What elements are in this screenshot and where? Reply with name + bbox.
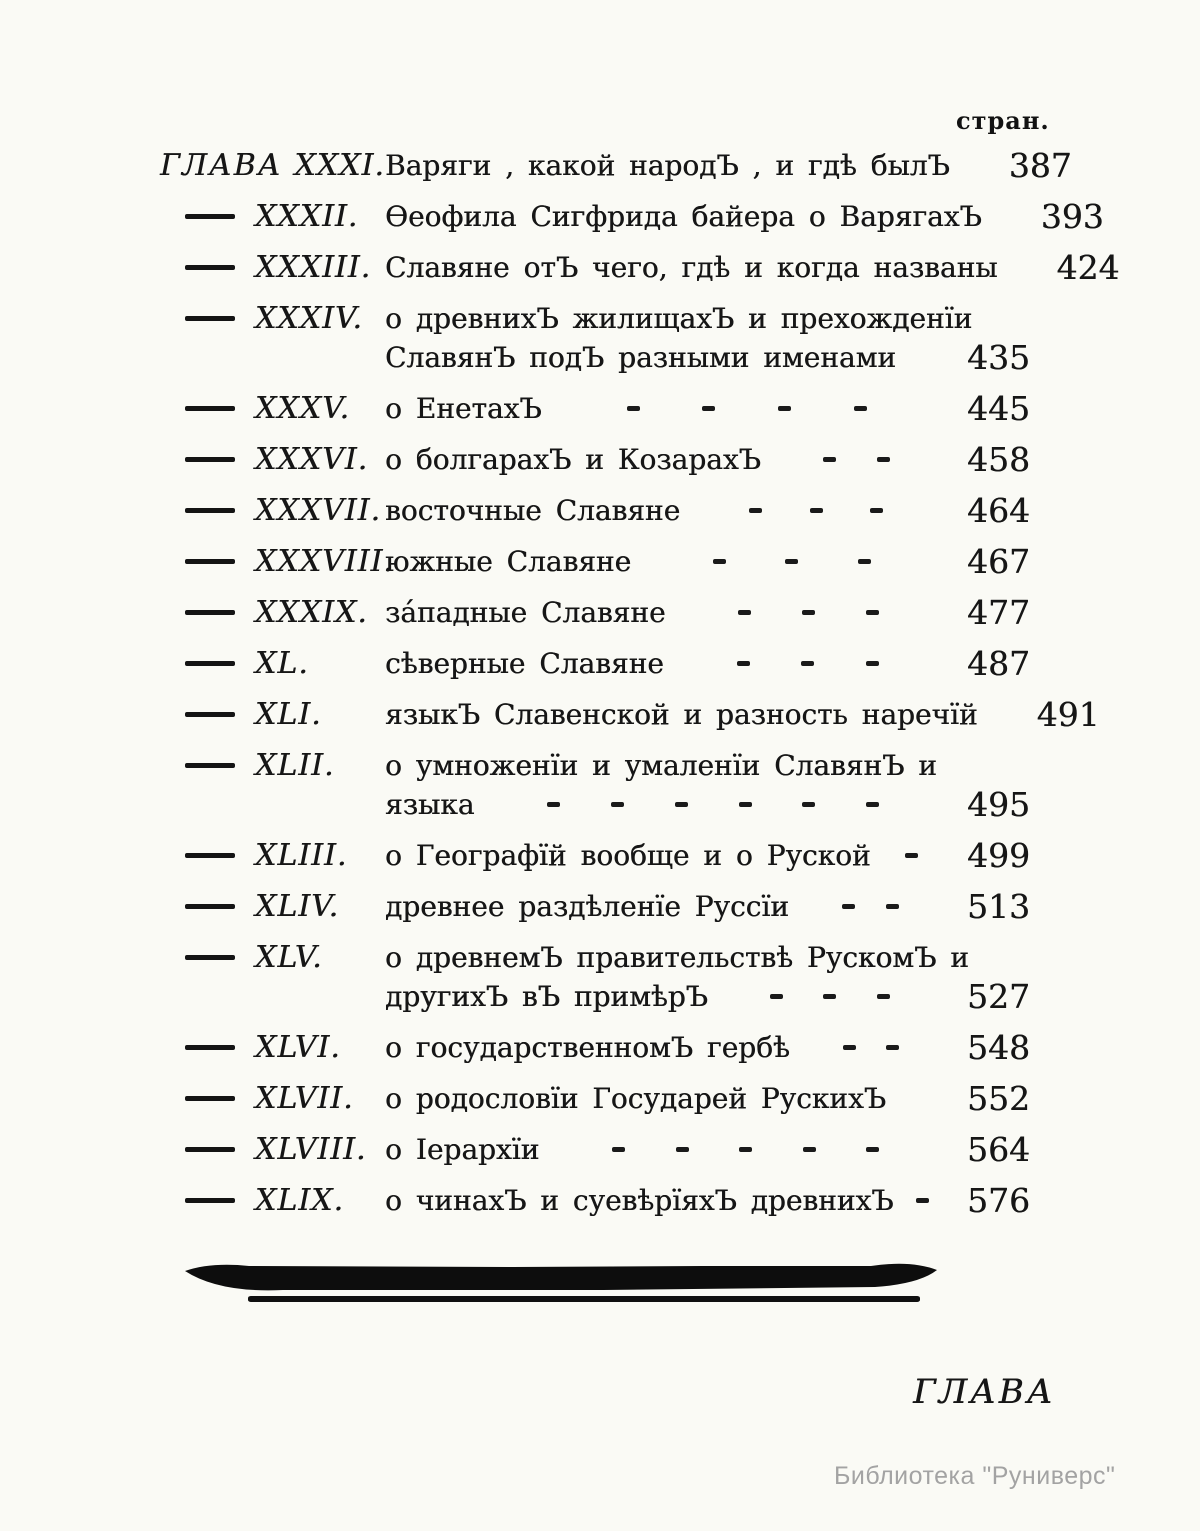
toc-row-label-column (160, 1028, 385, 1067)
leader-dash (738, 610, 751, 615)
chapter-title-text: Славяне отЪ чего, гдѣ и когда названы (385, 251, 998, 284)
page-number: 527 (967, 977, 1030, 1016)
chapter-title-text: Ѳеофила Сигфрида байера о ВарягахЪ (385, 200, 982, 233)
toc-line (385, 593, 1030, 632)
ditto-dash (185, 559, 235, 564)
ditto-dash (185, 763, 235, 768)
toc-row (160, 299, 1030, 377)
toc-line (385, 644, 1030, 683)
chapter-title-text: восточные Славяне (385, 494, 681, 527)
chapter-roman-numeral: XLVII. (255, 1081, 354, 1116)
leader-dash (854, 406, 867, 411)
toc-row (160, 542, 1030, 581)
chapter-title-text: о болгарахЪ и КозарахЪ (385, 443, 761, 476)
toc-row (160, 389, 1030, 428)
page-number: 564 (967, 1130, 1030, 1169)
toc-row-label-column (160, 248, 385, 287)
ornamental-rule-thin (248, 1296, 920, 1302)
toc-line (385, 1028, 1030, 1067)
chapter-title-text: о ЕнетахЪ (385, 392, 542, 425)
ditto-dash (185, 214, 235, 219)
toc-row (160, 836, 1030, 875)
dash-leaders (811, 887, 930, 926)
dash-leaders (653, 542, 930, 581)
ditto-dash (185, 508, 235, 513)
ditto-dash (185, 457, 235, 462)
leader-dash (886, 904, 899, 909)
toc-row-title-column (385, 248, 1120, 287)
dash-leaders (918, 338, 930, 377)
leader-dash (810, 508, 823, 513)
page-number: 477 (967, 593, 1030, 632)
table-of-contents (160, 146, 1120, 1232)
toc-line (385, 197, 1104, 236)
leader-dash (877, 994, 890, 999)
toc-row (160, 146, 1072, 185)
leader-dash (713, 559, 726, 564)
dash-leaders (812, 1028, 930, 1067)
ditto-dash (185, 1096, 235, 1101)
leader-dash (612, 1147, 625, 1152)
page-number: 445 (967, 389, 1030, 428)
leader-dash (611, 802, 624, 807)
chapter-title-text: языка (385, 788, 475, 821)
dash-leaders (893, 836, 930, 875)
toc-row-label-column (160, 1130, 385, 1169)
page-number: 458 (967, 440, 1030, 479)
dash-leaders (916, 1181, 931, 1220)
toc-row-label-column (160, 695, 385, 734)
leader-dash (739, 1147, 752, 1152)
chapter-roman-numeral: XXXIV. (255, 301, 363, 336)
leader-dash (866, 802, 879, 807)
page-number: 499 (967, 836, 1030, 875)
leader-dash (547, 802, 560, 807)
chapter-roman-numeral: XLVI. (255, 1030, 341, 1065)
chapter-title-text: о чинахЪ и суевѣрїяхЪ древнихЪ (385, 1184, 894, 1217)
leader-dash (739, 802, 752, 807)
dash-leaders (686, 644, 930, 683)
toc-row-label-column (160, 938, 385, 977)
leader-dash (785, 559, 798, 564)
toc-line (385, 938, 1030, 977)
ornamental-rule-thick (183, 1260, 939, 1300)
chapter-roman-numeral: XXXVIII. (255, 544, 394, 579)
ditto-dash (185, 712, 235, 717)
ditto-dash (185, 1198, 235, 1203)
page-number: 513 (967, 887, 1030, 926)
toc-row-label-column (160, 197, 385, 236)
toc-row-title-column (385, 299, 1030, 377)
toc-line (385, 836, 1030, 875)
toc-line (385, 389, 1030, 428)
toc-row-title-column (385, 746, 1030, 824)
toc-row (160, 887, 1030, 926)
chapter-word: ГЛАВА (160, 148, 283, 183)
toc-row-label-column (160, 389, 385, 428)
chapter-roman-numeral: XLIII. (255, 838, 348, 873)
dash-leaders (908, 1079, 930, 1118)
toc-line (385, 338, 1030, 377)
toc-row-title-column (385, 491, 1030, 530)
toc-line (385, 146, 1072, 185)
page-number: 576 (967, 1181, 1030, 1220)
leader-dash (802, 802, 815, 807)
page-number: 495 (967, 785, 1030, 824)
leader-dash (778, 406, 791, 411)
toc-line (385, 491, 1030, 530)
leader-dash (870, 508, 883, 513)
toc-row-label-column (160, 644, 385, 683)
ditto-dash (185, 316, 235, 321)
leader-dash (866, 610, 879, 615)
chapter-title-text: о древнихЪ жилищахЪ и прехожденїи (385, 302, 973, 335)
catchword: ГЛАВА (913, 1372, 1056, 1412)
chapter-title-text: СлавянЪ подЪ разными именами (385, 341, 897, 374)
toc-row (160, 938, 1030, 1016)
ditto-dash (185, 904, 235, 909)
toc-row (160, 593, 1030, 632)
leader-dash (627, 406, 640, 411)
page-number: 424 (1056, 248, 1120, 287)
chapter-roman-numeral: XXXIII. (255, 250, 372, 285)
leader-dash (676, 1147, 689, 1152)
toc-line (385, 785, 1030, 824)
toc-row-label-column (160, 491, 385, 530)
leader-dash (770, 994, 783, 999)
page-number: 387 (1008, 146, 1072, 185)
toc-line (385, 695, 1100, 734)
chapter-roman-numeral: XXXII. (255, 199, 359, 234)
leader-dash (675, 802, 688, 807)
chapter-title-text: древнее раздѣленїе Руссїи (385, 890, 789, 923)
toc-row-title-column (385, 938, 1030, 1016)
toc-row-title-column (385, 542, 1030, 581)
toc-row-label-column (160, 746, 385, 785)
chapter-title-text: языкЪ Славенской и разность наречїй (385, 698, 978, 731)
chapter-roman-numeral: XLI. (255, 697, 322, 732)
chapter-roman-numeral: XLIX. (255, 1183, 345, 1218)
ditto-dash (185, 955, 235, 960)
page-number: 435 (967, 338, 1030, 377)
toc-row-title-column (385, 1130, 1030, 1169)
leader-dash (702, 406, 715, 411)
toc-row (160, 491, 1030, 530)
page-column-header: стран. (956, 106, 1050, 135)
toc-row (160, 197, 1104, 236)
chapter-roman-numeral: XXXIX. (255, 595, 368, 630)
tapered-rule-shape (183, 1260, 939, 1296)
page-number: 491 (1036, 695, 1100, 734)
toc-row (160, 746, 1030, 824)
chapter-title-text: южные Славяне (385, 545, 632, 578)
toc-line (385, 440, 1030, 479)
chapter-title-text: о родословїи Государей РускихЪ (385, 1082, 886, 1115)
leader-dash (749, 508, 762, 513)
chapter-roman-numeral: XLVIII. (255, 1132, 367, 1167)
leader-dash (916, 1198, 929, 1203)
leader-dash (866, 1147, 879, 1152)
ditto-dash (185, 610, 235, 615)
toc-row (160, 1079, 1030, 1118)
ditto-dash (185, 406, 235, 411)
dash-leaders (561, 1130, 930, 1169)
page-number: 464 (967, 491, 1030, 530)
toc-row-title-column (385, 440, 1030, 479)
ditto-dash (185, 265, 235, 270)
toc-line (385, 746, 1030, 785)
toc-row (160, 248, 1120, 287)
dash-leaders (730, 977, 930, 1016)
toc-row-label-column (160, 440, 385, 479)
toc-row-title-column (385, 644, 1030, 683)
toc-row-title-column (385, 1079, 1030, 1118)
chapter-roman-numeral: XXXVII. (255, 493, 381, 528)
chapter-title-text: другихЪ вЪ примѣрЪ (385, 980, 708, 1013)
toc-row-title-column (385, 389, 1030, 428)
toc-line (385, 977, 1030, 1016)
leader-dash (905, 853, 918, 858)
chapter-title-text: о умноженїи и умаленїи СлавянЪ и (385, 749, 937, 782)
toc-row-title-column (385, 1028, 1030, 1067)
chapter-title-text: о Іерархїи (385, 1133, 540, 1166)
leader-dash (858, 559, 871, 564)
chapter-roman-numeral: XLII. (255, 748, 335, 783)
page-number: 467 (967, 542, 1030, 581)
toc-line (385, 299, 1030, 338)
leader-dash (823, 457, 836, 462)
leader-dash (803, 1147, 816, 1152)
toc-line (385, 1079, 1030, 1118)
toc-row-title-column (385, 887, 1030, 926)
chapter-title-text: о Географїй вообще и о Руской (385, 839, 871, 872)
ditto-dash (185, 1045, 235, 1050)
dash-leaders (688, 593, 930, 632)
toc-row-title-column (385, 197, 1104, 236)
toc-row-title-column (385, 593, 1030, 632)
ditto-dash (185, 853, 235, 858)
chapter-title-text: за́падные Славяне (385, 596, 666, 629)
chapter-roman-numeral: XXXVI. (255, 442, 369, 477)
toc-row-label-column (160, 1079, 385, 1118)
leader-dash (737, 661, 750, 666)
leader-dash (866, 661, 879, 666)
chapter-title-text: о древнемЪ правительствѣ РускомЪ и (385, 941, 969, 974)
leader-dash (886, 1045, 899, 1050)
toc-row-title-column (385, 146, 1072, 185)
toc-line (385, 1181, 1030, 1220)
toc-row-label-column (160, 887, 385, 926)
toc-row-label-column (160, 836, 385, 875)
page-number: 548 (967, 1028, 1030, 1067)
toc-row (160, 1028, 1030, 1067)
toc-row-label-column (160, 1181, 385, 1220)
page-number: 393 (1040, 197, 1104, 236)
chapter-title-text: о государственномЪ гербѣ (385, 1031, 790, 1064)
toc-row-title-column (385, 1181, 1030, 1220)
page-number: 487 (967, 644, 1030, 683)
leader-dash (802, 610, 815, 615)
toc-line (385, 887, 1030, 926)
toc-line (385, 1130, 1030, 1169)
toc-row-label-column (160, 542, 394, 581)
chapter-roman-numeral: XL. (255, 646, 309, 681)
dash-leaders (496, 785, 930, 824)
chapter-title-text: сѣверные Славяне (385, 647, 664, 680)
toc-line (385, 248, 1120, 287)
leader-dash (843, 1045, 856, 1050)
toc-line (385, 542, 1030, 581)
leader-dash (842, 904, 855, 909)
dash-leaders (564, 389, 930, 428)
toc-row-label-column (160, 299, 385, 338)
chapter-roman-numeral: XLIV. (255, 889, 340, 924)
dash-leaders (783, 440, 930, 479)
leader-dash (801, 661, 814, 666)
ditto-dash (185, 1147, 235, 1152)
leader-dash (823, 994, 836, 999)
toc-row-label-column (160, 593, 385, 632)
toc-row-label-column (160, 146, 385, 185)
dash-leaders (702, 491, 930, 530)
toc-row-title-column (385, 836, 1030, 875)
toc-row (160, 440, 1030, 479)
ditto-dash (185, 661, 235, 666)
toc-row (160, 644, 1030, 683)
toc-row (160, 1130, 1030, 1169)
library-watermark: Библиотека "Руниверс" (834, 1462, 1116, 1490)
leader-dash (877, 457, 890, 462)
chapter-roman-numeral: XXXV. (255, 391, 351, 426)
toc-row (160, 1181, 1030, 1220)
chapter-roman-numeral: XLV. (255, 940, 323, 975)
page-number: 552 (967, 1079, 1030, 1118)
toc-row (160, 695, 1100, 734)
chapter-roman-numeral: XXXI. (294, 148, 385, 183)
chapter-title-text: Варяги , какой народЪ , и гдѣ былЪ (385, 149, 950, 182)
toc-row-title-column (385, 695, 1100, 734)
